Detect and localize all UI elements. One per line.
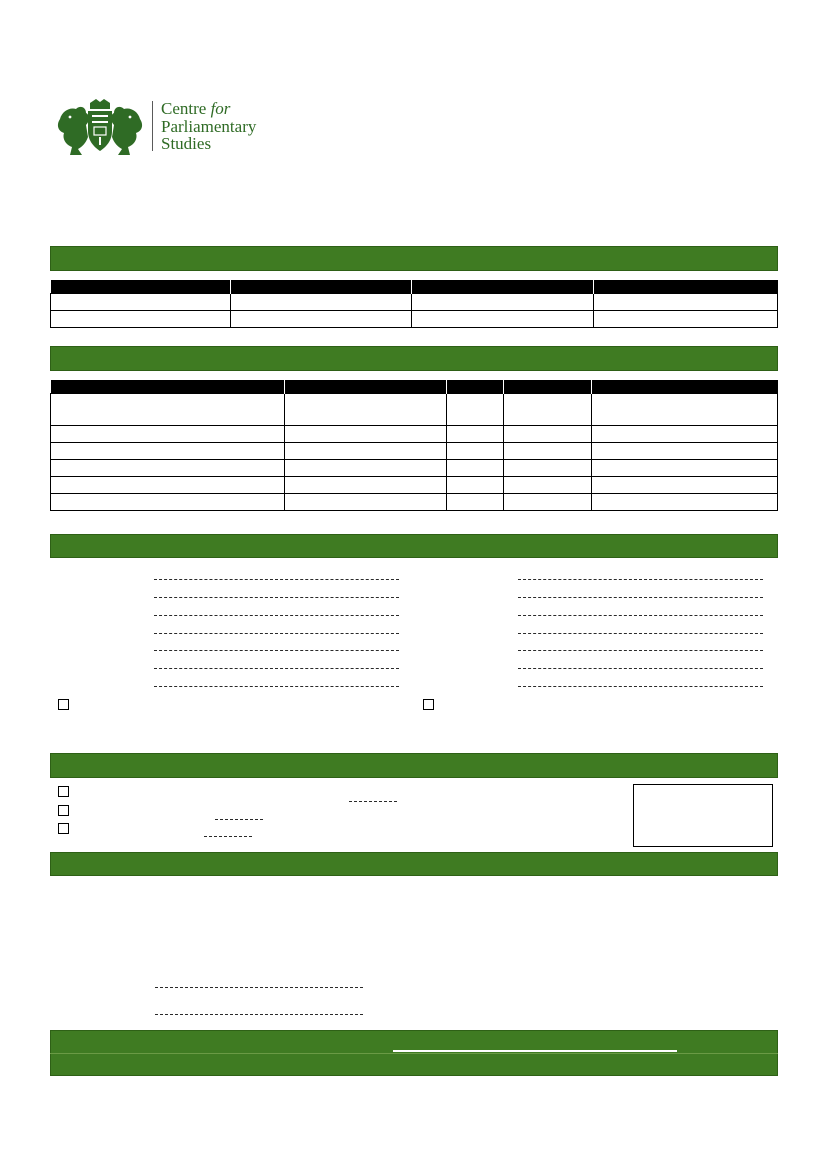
table-cell[interactable] [447, 394, 504, 426]
table-cell[interactable] [504, 426, 592, 443]
logo-word-for: for [210, 99, 231, 118]
logo-word-centre: Centre [161, 99, 207, 118]
left-field-line[interactable] [154, 633, 399, 634]
table-cell[interactable] [51, 394, 285, 426]
table-cell[interactable] [594, 311, 778, 328]
table-cell[interactable] [594, 294, 778, 311]
table-header-row [51, 380, 778, 394]
option-2-field-line[interactable] [215, 819, 263, 820]
table-cell[interactable] [504, 443, 592, 460]
table-cell[interactable] [592, 426, 778, 443]
right-field-line[interactable] [518, 686, 763, 687]
right-field-line[interactable] [518, 668, 763, 669]
left-field-line[interactable] [154, 650, 399, 651]
left-field-line[interactable] [154, 668, 399, 669]
table-cell[interactable] [412, 311, 594, 328]
table-cell[interactable] [51, 311, 231, 328]
left-field-line[interactable] [154, 579, 399, 580]
section-header-bar-1 [50, 246, 778, 271]
section-header-bar-3 [50, 534, 778, 558]
table-row [51, 477, 778, 494]
right-field-line[interactable] [518, 650, 763, 651]
section-header-bar-4 [50, 753, 778, 778]
table-cell[interactable] [447, 460, 504, 477]
table-cell[interactable] [447, 443, 504, 460]
table-cell[interactable] [592, 443, 778, 460]
photo-box[interactable] [633, 784, 773, 847]
table-row [51, 311, 778, 328]
left-field-line[interactable] [154, 597, 399, 598]
table-cell[interactable] [504, 494, 592, 511]
crest-with-lions-icon [56, 97, 144, 157]
table-section-1 [50, 280, 778, 328]
right-field-line[interactable] [518, 615, 763, 616]
logo-text-line-2: Parliamentary [161, 117, 257, 136]
left-field-line[interactable] [154, 686, 399, 687]
table-row [51, 294, 778, 311]
table-cell[interactable] [51, 443, 285, 460]
logo-text-line-3: Studies [161, 134, 212, 153]
table-row [51, 460, 778, 477]
section-header-bar-2 [50, 346, 778, 371]
table-cell[interactable] [504, 477, 592, 494]
logo-divider [152, 101, 153, 151]
table-cell[interactable] [447, 494, 504, 511]
signature-field-line[interactable] [155, 987, 363, 988]
table-row [51, 443, 778, 460]
table-cell[interactable] [592, 494, 778, 511]
table-cell[interactable] [231, 311, 412, 328]
table-cell[interactable] [51, 477, 285, 494]
footer-underline [393, 1050, 677, 1052]
table-cell[interactable] [285, 494, 447, 511]
table-cell[interactable] [285, 426, 447, 443]
checkbox-right[interactable] [423, 699, 434, 710]
table-cell[interactable] [285, 477, 447, 494]
table-cell[interactable] [592, 394, 778, 426]
footer-divider [50, 1053, 778, 1054]
table-row [51, 426, 778, 443]
table-cell[interactable] [285, 394, 447, 426]
option-3-field-line[interactable] [204, 836, 252, 837]
section-header-bar-5 [50, 852, 778, 876]
date-field-line[interactable] [155, 1014, 363, 1015]
logo-text-line-1 [161, 99, 230, 118]
table-cell[interactable] [231, 294, 412, 311]
table-cell[interactable] [412, 294, 594, 311]
table-cell[interactable] [447, 477, 504, 494]
checkbox-option-2[interactable] [58, 805, 69, 816]
table-cell[interactable] [285, 460, 447, 477]
checkbox-left[interactable] [58, 699, 69, 710]
table-cell[interactable] [51, 294, 231, 311]
right-field-line[interactable] [518, 633, 763, 634]
table-header-row [51, 280, 778, 294]
table-row [51, 494, 778, 511]
table-cell[interactable] [447, 426, 504, 443]
right-field-line[interactable] [518, 579, 763, 580]
table-cell[interactable] [51, 460, 285, 477]
table-cell[interactable] [592, 477, 778, 494]
checkbox-option-3[interactable] [58, 823, 69, 834]
right-field-line[interactable] [518, 597, 763, 598]
table-cell[interactable] [592, 460, 778, 477]
table-cell[interactable] [285, 443, 447, 460]
table-row [51, 394, 778, 426]
table-cell[interactable] [504, 394, 592, 426]
table-cell[interactable] [504, 460, 592, 477]
table-section-2 [50, 380, 778, 511]
table-cell[interactable] [51, 494, 285, 511]
option-1-field-line[interactable] [349, 801, 397, 802]
checkbox-option-1[interactable] [58, 786, 69, 797]
table-cell[interactable] [51, 426, 285, 443]
left-field-line[interactable] [154, 615, 399, 616]
